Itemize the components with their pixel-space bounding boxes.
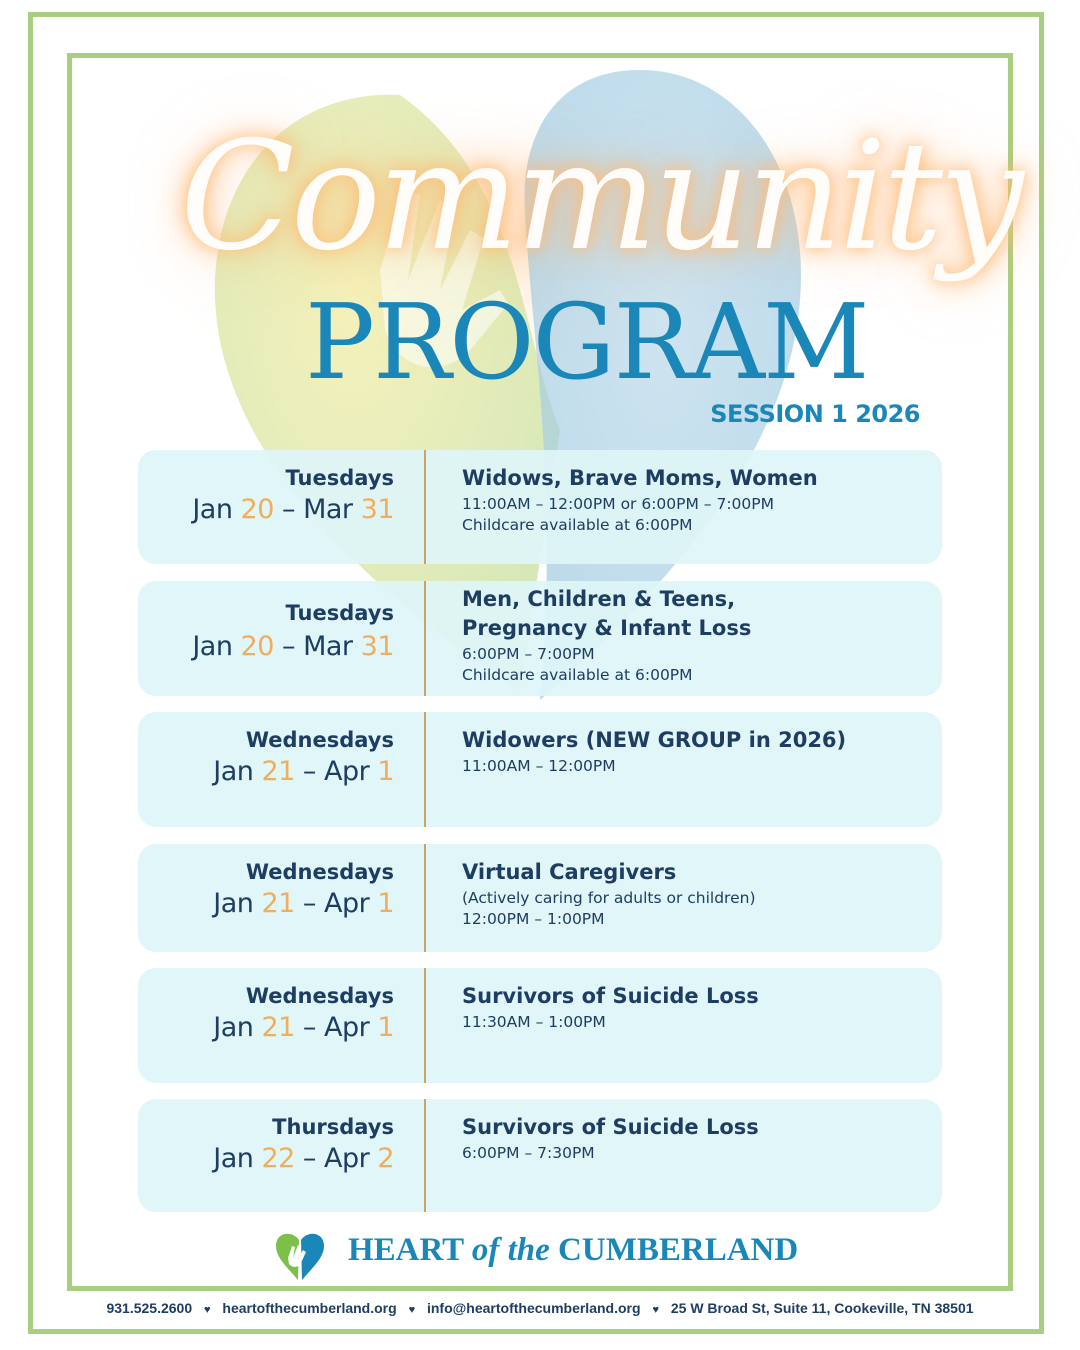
- date-start-day: 21: [261, 1012, 295, 1043]
- footer-phone: 931.525.2600: [106, 1300, 193, 1316]
- script-title: Community: [180, 110, 1020, 284]
- organization-name: [348, 1228, 868, 1272]
- date-end-month: Apr: [324, 888, 370, 919]
- group-detail: Childcare available at 6:00PM: [462, 516, 693, 534]
- row-divider: [424, 1099, 426, 1212]
- session-date-range: [213, 1012, 394, 1043]
- row-divider: [424, 581, 426, 696]
- date-start-day: 21: [261, 888, 295, 919]
- org-name-part1: HEART: [348, 1232, 464, 1268]
- date-end-month: Mar: [303, 494, 353, 525]
- group-detail: 6:00PM – 7:00PM: [462, 645, 595, 663]
- date-start-month: Jan: [213, 756, 254, 787]
- session-day: Thursdays: [272, 1115, 394, 1139]
- date-dash: –: [302, 1143, 316, 1174]
- date-dash: –: [302, 1012, 316, 1043]
- session-row: [138, 450, 942, 564]
- group-detail: Childcare available at 6:00PM: [462, 666, 693, 684]
- date-end-day: 1: [377, 756, 394, 787]
- group-detail: 12:00PM – 1:00PM: [462, 910, 605, 928]
- session-day: Wednesdays: [245, 984, 394, 1008]
- footer-address: 25 W Broad St, Suite 11, Cookeville, TN 38501: [670, 1300, 974, 1316]
- date-end-month: Apr: [324, 756, 370, 787]
- session-date-range: [213, 756, 394, 787]
- date-start-day: 20: [240, 494, 274, 525]
- row-divider: [424, 712, 426, 827]
- session-day: Wednesdays: [245, 860, 394, 884]
- group-detail: 11:30AM – 1:00PM: [462, 1013, 606, 1031]
- footer-contact: [0, 1300, 1080, 1316]
- session-row: [138, 844, 942, 952]
- session-row: [138, 968, 942, 1083]
- row-divider: [424, 844, 426, 952]
- session-row: [138, 581, 942, 696]
- group-title: Survivors of Suicide Loss: [462, 984, 759, 1008]
- date-start-day: 20: [240, 631, 274, 662]
- group-title: Men, Children & Teens,: [462, 587, 736, 611]
- group-title: Widows, Brave Moms, Women: [462, 466, 818, 490]
- date-start-month: Jan: [213, 1012, 254, 1043]
- date-end-day: 31: [360, 494, 394, 525]
- date-start-day: 22: [261, 1143, 295, 1174]
- org-name-part2: of the: [471, 1232, 550, 1268]
- heart-hands-icon: [272, 1228, 328, 1284]
- group-title: Virtual Caregivers: [462, 860, 677, 884]
- group-detail: 6:00PM – 7:30PM: [462, 1144, 595, 1162]
- date-start-month: Jan: [192, 494, 233, 525]
- date-end-month: Apr: [324, 1143, 370, 1174]
- date-end-day: 1: [377, 888, 394, 919]
- group-detail: 11:00AM – 12:00PM: [462, 757, 616, 775]
- session-label: SESSION 1 2026: [710, 400, 920, 428]
- date-end-month: Apr: [324, 1012, 370, 1043]
- footer-website[interactable]: heartofthecumberland.org: [222, 1300, 397, 1316]
- session-day: Wednesdays: [245, 728, 394, 752]
- session-day: Tuesdays: [285, 466, 394, 490]
- group-detail: (Actively caring for adults or children): [462, 889, 756, 907]
- session-day: Tuesdays: [285, 601, 394, 625]
- group-title: Survivors of Suicide Loss: [462, 1115, 759, 1139]
- org-name-part3: CUMBERLAND: [558, 1232, 799, 1268]
- small-heart-icon: ♥: [408, 1304, 416, 1316]
- session-row: [138, 1099, 942, 1212]
- date-start-month: Jan: [213, 1143, 254, 1174]
- small-heart-icon: ♥: [652, 1304, 659, 1316]
- session-row: [138, 712, 942, 827]
- session-date-range: [192, 494, 394, 525]
- small-heart-icon: ♥: [204, 1304, 211, 1316]
- date-dash: –: [282, 494, 295, 525]
- date-dash: –: [282, 631, 295, 662]
- date-end-month: Mar: [303, 631, 353, 662]
- date-start-month: Jan: [213, 888, 254, 919]
- group-detail: 11:00AM – 12:00PM or 6:00PM – 7:00PM: [462, 495, 775, 513]
- session-date-range: [213, 1143, 394, 1174]
- group-title: Pregnancy & Infant Loss: [462, 616, 752, 640]
- date-end-day: 2: [377, 1143, 394, 1174]
- date-dash: –: [302, 888, 316, 919]
- date-end-day: 31: [360, 631, 394, 662]
- group-title: Widowers (NEW GROUP in 2026): [462, 728, 847, 752]
- session-date-range: [213, 888, 394, 919]
- row-divider: [424, 450, 426, 564]
- session-date-range: [192, 631, 394, 662]
- footer-email[interactable]: info@heartofthecumberland.org: [426, 1300, 641, 1316]
- date-start-day: 21: [261, 756, 295, 787]
- date-end-day: 1: [377, 1012, 394, 1043]
- date-start-month: Jan: [192, 631, 233, 662]
- page-title: PROGRAM: [305, 281, 868, 403]
- date-dash: –: [302, 756, 316, 787]
- row-divider: [424, 968, 426, 1083]
